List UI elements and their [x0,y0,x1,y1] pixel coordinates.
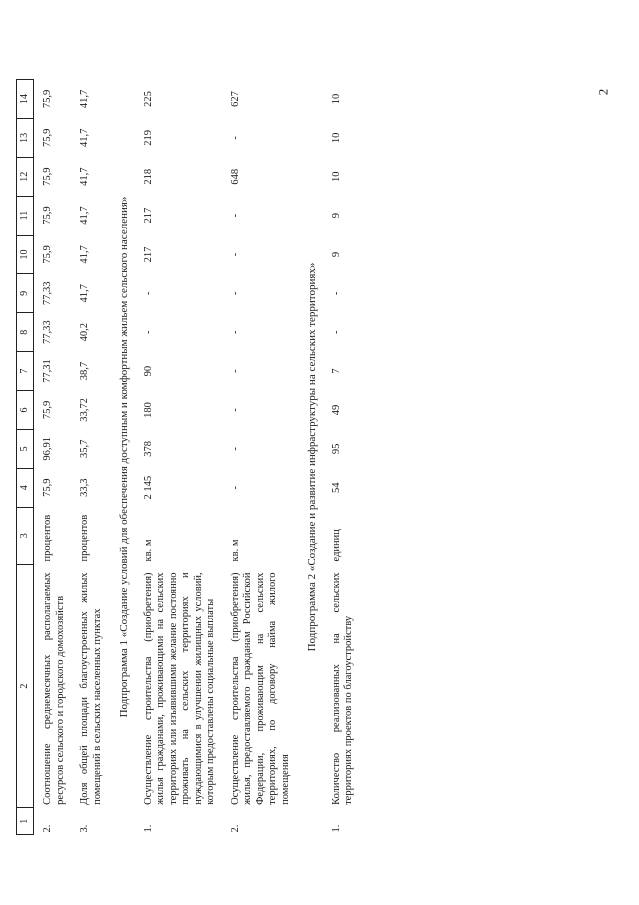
value-cell: 75,9 [42,400,53,420]
value-cell: 95 [330,443,342,455]
value-cell: 217 [142,246,154,263]
value-cell: 41,7 [79,284,90,303]
value-cell: 40,2 [79,323,90,342]
unit: единиц [330,529,342,562]
indicator-name: Количество реализованных на сельских территориях проектов по благоустройству [330,572,354,805]
column-header: 6 [17,391,34,430]
row-index: 3. [79,824,90,833]
value-cell: 180 [142,402,154,418]
table-row [135,80,222,835]
value-cell: - [142,330,154,334]
column-header: 10 [17,235,34,274]
column-header: 4 [17,468,34,507]
row-index: 2. [229,824,241,833]
value-cell: 75,9 [42,128,53,148]
column-header: 5 [17,429,34,468]
subprogram-2-title: Подпрограмма 2 «Создание и развитие инфраструктуры на сельских территориях» [306,262,318,652]
value-cell: 41,7 [79,128,90,148]
value-cell: 7 [330,368,342,374]
value-cell: 10 [330,132,342,144]
row-index: 1. [142,824,154,833]
unit: процентов [42,514,53,562]
indicators-table [16,79,360,835]
value-cell: - [229,213,241,218]
column-header: 1 [17,808,34,835]
value-cell: 33,3 [79,478,90,497]
value-cell: 217 [142,207,154,224]
value-cell: 49 [330,404,342,416]
section-row [296,80,323,835]
value-cell: 219 [142,129,154,146]
indicator-name: Доля общей площади благоустроенных жилых помещений в сельских населенных пунктах [79,572,103,805]
column-header: 9 [17,274,34,313]
value-cell: - [142,291,154,296]
value-cell: - [229,408,241,412]
value-cell: - [229,330,241,334]
value-cell: 75,9 [42,167,53,186]
value-cell: 75,9 [42,245,53,264]
column-header: 7 [17,352,34,391]
value-cell: 38,7 [79,361,90,381]
value-cell: 2 145 [142,475,154,500]
section-row [108,80,135,835]
indicator-name: Осуществление строительства (приобретения) жилья гражданами, проживающими на сельских территориях или изъявившими желание постоянно проживать на сельских территориях и нуждающимися в улучшении жилищных условий, которым предоставлены социальные выплаты [142,572,216,805]
value-cell: 77,33 [42,281,53,306]
value-cell: 75,9 [42,89,53,109]
value-cell: 41,7 [79,89,90,109]
page-number: 2 [595,88,611,96]
value-cell: - [330,330,342,334]
value-cell: 96,91 [42,437,53,461]
value-cell: 41,7 [79,245,90,264]
table-row [71,80,108,835]
column-header: 14 [17,80,34,119]
value-cell: 77,31 [42,359,53,383]
value-cell: 225 [142,91,154,107]
value-cell: - [229,485,241,490]
value-cell: 75,9 [42,206,53,225]
value-cell: - [229,136,241,140]
rotated-sheet [0,14,639,891]
value-cell: - [229,369,241,373]
value-cell: 10 [330,171,342,182]
value-cell: 77,33 [42,320,53,345]
value-cell: 9 [330,251,342,258]
value-cell: - [229,447,241,451]
value-cell: 33,72 [79,398,90,422]
table-row [323,80,360,835]
column-header: 11 [17,196,34,235]
table-row [34,80,72,835]
value-cell: 90 [142,365,154,377]
column-header: 13 [17,118,34,157]
indicator-name: Соотношение среднемесячных располагаемых ресурсов сельского и городского домохозяйств [42,572,66,805]
indicator-name: Осуществление строительства (приобретения) жилья, предоставляемого гражданам Российской Федерации, проживающим на сельских территориях, по договору найма жилого помещения [229,572,291,805]
column-header: 2 [17,564,34,807]
value-cell: 627 [229,91,241,107]
row-index: 2. [42,824,53,833]
value-cell: 10 [330,93,342,105]
unit: кв. м [229,539,241,562]
value-cell: 35,7 [79,439,90,459]
value-cell: 378 [142,440,154,457]
value-cell: 41,7 [79,206,90,225]
column-header-row [17,80,34,835]
value-cell: - [229,291,241,296]
value-cell: 54 [330,482,342,493]
unit: процентов [79,514,90,562]
unit: кв. м [142,539,154,562]
row-index: 1. [330,824,342,833]
column-header: 8 [17,313,34,352]
value-cell: - [330,291,342,296]
subprogram-1-title: Подпрограмма 1 «Создание условий для обеспечения доступным и комфортным жильем сельского населения» [118,196,130,718]
value-cell: 75,9 [42,478,53,497]
value-cell: 648 [229,168,241,185]
value-cell: - [229,252,241,257]
value-cell: 9 [330,212,342,219]
value-cell: 218 [142,168,154,185]
table-row [222,80,297,835]
value-cell: 41,7 [79,167,90,186]
column-header: 3 [17,507,34,564]
column-header: 12 [17,157,34,196]
